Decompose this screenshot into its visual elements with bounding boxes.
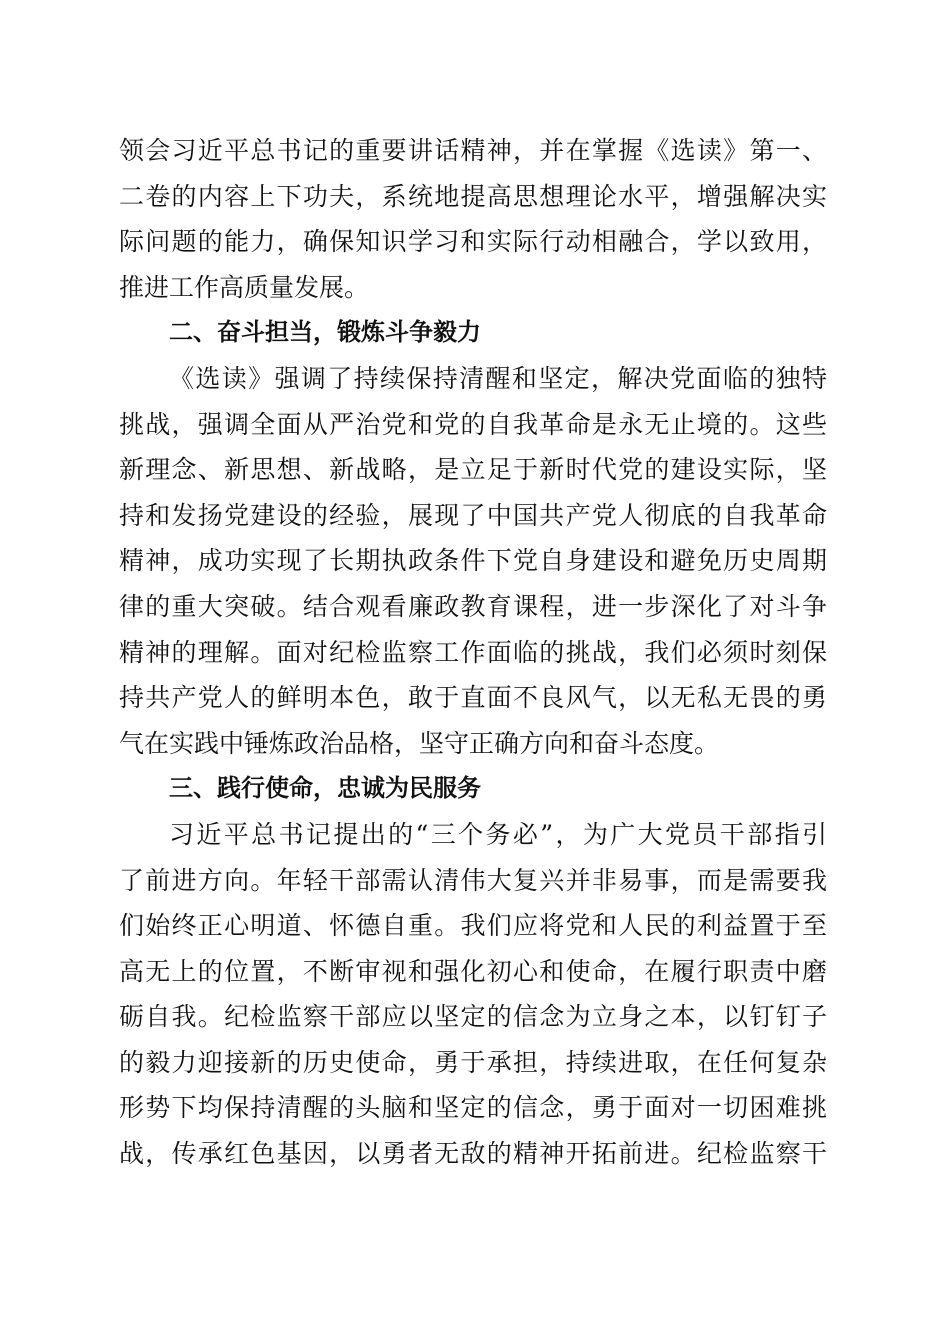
- text-line: 高无上的位置，不断审视和强化初心和使命，在履行职责中磨: [119, 956, 827, 986]
- text-line: 持和发扬党建设的经验，展现了中国共产党人彻底的自我革命: [119, 500, 827, 530]
- text-line: 二卷的内容上下功夫，系统地提高思想理论水平，增强解决实: [119, 181, 827, 211]
- paragraph-struggle: [119, 356, 827, 766]
- text-line: 律的重大突破。结合观看廉政教育课程，进一步深化了对斗争: [119, 591, 827, 621]
- section-heading-3: 三、践行使命，忠诚为民服务: [169, 774, 481, 803]
- text-line: 的毅力迎接新的历史使命，勇于承担，持续进取，在任何复杂: [119, 1047, 827, 1077]
- text-line: 习近平总书记提出的“三个务必”，为广大党员干部指引: [169, 819, 827, 849]
- text-line: 们始终正心明道、怀德自重。我们应将党和人民的利益置于至: [119, 911, 827, 941]
- text-line: 持共产党人的鲜明本色，敢于直面不良风气，以无私无畏的勇: [119, 683, 827, 713]
- paragraph-continuation: [119, 128, 827, 310]
- text-line: 新理念、新思想、新战略，是立足于新时代党的建设实际，坚: [119, 455, 827, 485]
- text-line: 精神，成功实现了长期执政条件下党自身建设和避免历史周期: [119, 546, 827, 576]
- paragraph-mission: [119, 812, 827, 1177]
- text-line: 挑战，强调全面从严治党和党的自我革命是永无止境的。这些: [119, 409, 827, 439]
- text-line: 战，传承红色基因，以勇者无敌的精神开拓前进。纪检监察干: [119, 1139, 827, 1169]
- text-line: 《选读》强调了持续保持清醒和坚定，解决党面临的独特: [169, 363, 827, 393]
- document-body: [119, 128, 827, 1177]
- text-line: 气在实践中锤炼政治品格，坚守正确方向和奋斗态度。: [119, 728, 720, 758]
- text-line: 形势下均保持清醒的头脑和坚定的信念，勇于面对一切困难挑: [119, 1093, 827, 1123]
- text-line: 砺自我。纪检监察干部应以坚定的信念为立身之本，以钉钉子: [119, 1002, 827, 1032]
- text-line: 际问题的能力，确保知识学习和实际行动相融合，学以致用，: [119, 227, 827, 257]
- text-line: 推进工作高质量发展。: [119, 272, 370, 302]
- text-line: 了前进方向。年轻干部需认清伟大复兴并非易事，而是需要我: [119, 865, 827, 895]
- text-line: 精神的理解。面对纪检监察工作面临的挑战，我们必须时刻保: [119, 637, 827, 667]
- text-line: 领会习近平总书记的重要讲话精神，并在掌握《选读》第一、: [119, 136, 827, 165]
- section-heading-2: 二、奋斗担当，锻炼斗争毅力: [169, 318, 481, 347]
